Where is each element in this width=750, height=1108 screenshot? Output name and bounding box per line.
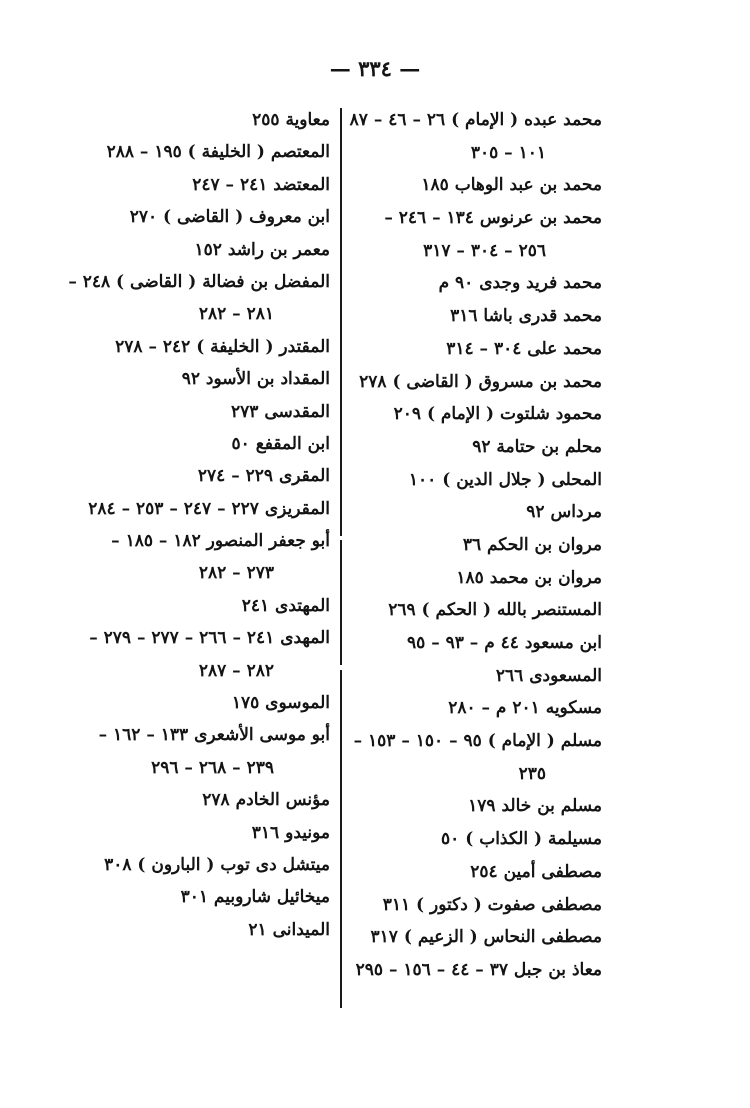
index-entry-continuation: ٢٨٢ – ٢٨٧ — [198, 660, 274, 681]
index-entry: المهدى ٢٤١ – ٢٦٦ – ٢٧٧ – ٢٧٩ – — [89, 628, 330, 649]
page-number: — ٣٣٤ — — [329, 56, 421, 81]
index-entry: مسلم ( الإمام ) ٩٥ – ١٥٠ – ١٥٣ – — [353, 731, 602, 752]
index-entry: ميخائيل شاروبيم ٣٠١ — [180, 887, 330, 908]
index-entry-continuation: ٢٧٣ – ٢٨٢ — [198, 563, 274, 584]
index-column-right — [349, 104, 602, 987]
index-entry: مسلم بن خالد ١٧٩ — [468, 796, 602, 817]
index-entry: الميدانى ٢١ — [248, 919, 330, 940]
index-entry: المعتصم ( الخليفة ) ١٩٥ – ٢٨٨ — [106, 142, 330, 163]
column-divider-top — [340, 108, 342, 536]
index-entry: مسيلمة ( الكذاب ) ٥٠ — [441, 829, 602, 850]
index-entry: محلم بن حتامة ٩٢ — [472, 436, 602, 457]
index-entry: ابن معروف ( القاضى ) ٢٧٠ — [129, 207, 330, 228]
index-entry: المقتدر ( الخليفة ) ٢٤٢ – ٢٧٨ — [115, 336, 330, 357]
index-entry: معاذ بن جبل ٣٧ – ٤٤ – ١٥٦ – ٢٩٥ — [355, 959, 602, 980]
index-entry-continuation: ٢٣٥ — [518, 763, 546, 784]
index-entry: مونيدو ٣١٦ — [251, 822, 330, 843]
index-entry: المهتدى ٢٤١ — [241, 595, 330, 616]
column-divider-middle — [340, 540, 342, 665]
index-entry: مصطفى النحاس ( الزعيم ) ٣١٧ — [370, 927, 602, 948]
index-entry: المحلى ( جلال الدين ) ١٠٠ — [408, 469, 602, 490]
index-entry: محمود شلتوت ( الإمام ) ٢٠٩ — [393, 404, 602, 425]
index-entry: محمد على ٣٠٤ – ٣١٤ — [446, 338, 602, 359]
index-entry: مروان بن محمد ١٨٥ — [456, 567, 602, 588]
index-entry: مروان بن الحكم ٣٦ — [462, 534, 602, 555]
index-entry: محمد بن عرنوس ١٣٤ – ٢٤٦ – — [384, 208, 602, 229]
index-entry: مصطفى صفوت ( دكتور ) ٣١١ — [382, 894, 602, 915]
index-entry: مرداس ٩٢ — [526, 502, 602, 523]
index-entry: المفضل بن فضالة ( القاضى ) ٢٤٨ – — [68, 271, 330, 292]
index-entry: مسكويه ٢٠١ م – ٢٨٠ — [448, 698, 602, 719]
index-entry: الموسوى ١٧٥ — [231, 693, 330, 714]
index-entry: محمد بن عبد الوهاب ١٨٥ — [421, 175, 602, 196]
index-entry: مؤنس الخادم ٢٧٨ — [202, 790, 330, 811]
index-entry-continuation: ٢٨١ – ٢٨٢ — [198, 304, 274, 325]
index-entry: المستنصر بالله ( الحكم ) ٢٦٩ — [388, 600, 602, 621]
index-entry: المقرى ٢٢٩ – ٢٧٤ — [197, 466, 330, 487]
index-entry: المقداد بن الأسود ٩٢ — [181, 369, 330, 390]
index-entry: المسعودى ٢٦٦ — [495, 665, 602, 686]
index-entry: مصطفى أمين ٢٥٤ — [470, 861, 602, 882]
index-entry: أبو موسى الأشعرى ١٣٣ – ١٦٢ – — [98, 725, 330, 746]
column-divider-bottom — [340, 670, 342, 1008]
index-entry-continuation: ٢٥٦ – ٣٠٤ – ٣١٧ — [423, 240, 546, 261]
index-entry: المقدسى ٢٧٣ — [231, 401, 330, 422]
index-entry: محمد قدرى باشا ٣١٦ — [450, 306, 602, 327]
index-entry: محمد بن مسروق ( القاضى ) ٢٧٨ — [359, 371, 602, 392]
index-entry-continuation: ١٠١ – ٣٠٥ — [470, 142, 546, 163]
index-entry: معاوية ٢٥٥ — [252, 110, 330, 130]
index-entry-continuation: ٢٣٩ – ٢٦٨ – ٢٩٦ — [151, 757, 274, 778]
index-entry: ابن المقفع ٥٠ — [231, 433, 330, 454]
index-entry: أبو جعفر المنصور ١٨٢ – ١٨٥ – — [111, 531, 330, 552]
index-entry: ابن مسعود ٤٤ م – ٩٣ – ٩٥ — [407, 633, 602, 653]
index-entry: محمد فريد وجدى ٩٠ م — [438, 273, 602, 294]
index-column-left — [10, 104, 330, 946]
index-entry: المقريزى ٢٢٧ – ٢٤٧ – ٢٥٣ – ٢٨٤ — [88, 498, 330, 519]
index-entry: معمر بن راشد ١٥٢ — [194, 239, 330, 260]
index-entry: محمد عبده ( الإمام ) ٢٦ – ٤٦ – ٨٧ — [349, 110, 602, 130]
index-entry: ميتشل دى توب ( البارون ) ٣٠٨ — [104, 854, 330, 875]
index-entry: المعتضد ٢٤١ – ٢٤٧ — [192, 174, 330, 195]
